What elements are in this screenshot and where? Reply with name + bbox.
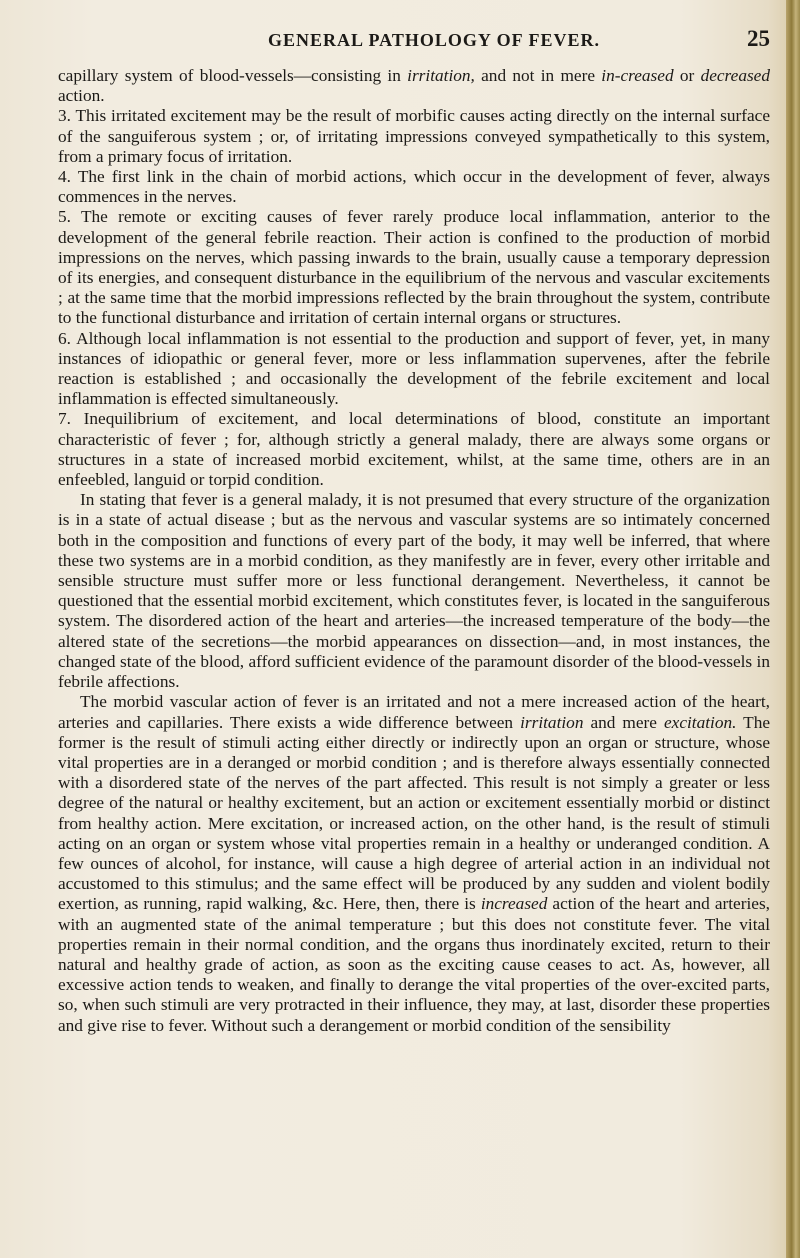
paragraph bbox=[58, 329, 770, 410]
italic-text: in-creased bbox=[601, 66, 674, 85]
running-head: GENERAL PATHOLOGY OF FEVER. bbox=[267, 30, 601, 50]
italic-text: irritation bbox=[520, 712, 584, 732]
paragraph bbox=[58, 167, 770, 207]
italic-text: excitation. bbox=[663, 712, 737, 732]
text-run: action. bbox=[58, 86, 105, 106]
text-run: and not in mere bbox=[474, 66, 602, 85]
text-run: 4. The first link in the chain of morbid actions, which occur in the development of fever, always commences in the nerves. bbox=[58, 167, 770, 207]
text-run: 7. Inequilibrium of excitement, and local determinations of blood, constitute an important characteristic of fever ; for, although strictly a general malady, there are always some organs or structures in a state of increased morbid excitement, whilst, at the same time, others are in an enfeebled, languid or torpid condition. bbox=[58, 409, 770, 490]
text-run: action of the heart and arteries, with an augmented state of the animal temperature ; but this does not constitute fever. The vital properties remain in their normal condition, and the organs thus inordinately excited, return to their natural and healthy grade of action, as soon as the exciting cause ceases to act. As, however, all excessive action tends to weaken, and finally to derange the vital properties of the over-excited parts, so, when such stimuli are very protracted in their influence, they may, at last, disorder these properties and give rise to fever. Without such a derangement or morbid condition of the sensibility bbox=[58, 894, 771, 1035]
page-edge-binding bbox=[786, 0, 800, 1258]
page-number: 25 bbox=[747, 26, 770, 51]
paragraph bbox=[58, 106, 770, 167]
italic-text: irritation, bbox=[407, 66, 475, 85]
paragraph bbox=[58, 490, 770, 692]
italic-text: decreased bbox=[700, 66, 770, 85]
paragraph bbox=[58, 66, 770, 106]
text-run: 3. This irritated excitement may be the result of morbific causes acting directly on the internal surface of the sanguiferous system ; or, of irritating impressions conveyed sympathetically to this system, from a primary focus of irritation. bbox=[58, 106, 770, 166]
paragraph bbox=[58, 692, 770, 1035]
text-run: 5. The remote or exciting causes of fever rarely produce local inflammation, anterior to the development of the general febrile reaction. Their action is confined to the production of morbid impressions on the nerves, which passing inwards to the brain, usually cause a temporary depression of its energies, and consequent disturbance in the equilibrium of the nervous and vascular excitements ; at the same time that the morbid impressions reflected by the brain throughout the system, contribute to the functional disturbance and irritation of certain internal organs or structures. bbox=[58, 207, 770, 328]
text-run: capillary system of blood-vessels—consisting in bbox=[58, 66, 408, 85]
italic-text: increased bbox=[480, 894, 548, 914]
text-run: In stating that fever is a general malady, it is not presumed that every structure of the organization is in a state of actual disease ; but as the nervous and vascular systems are so intimately concerned both in the composition and functions of every part of the body, it may well be inferred, that where these two systems are in a morbid condition, as they manifestly are in fever, every other irritable and sensible structure must suffer more or less functional derangement. Nevertheless, it cannot be questioned that the essential morbid excitement, which constitutes fever, is located in the sanguiferous system. The disordered action of the heart and arteries—the increased temperature of the body—the altered state of the secretions—the morbid appearances on dissection—and, in most instances, the changed state of the blood, afford sufficient evidence of the paramount disorder of the blood-vessels in febrile affections. bbox=[58, 490, 770, 692]
text-run: and mere bbox=[583, 712, 664, 732]
page-header bbox=[58, 26, 770, 58]
paragraph bbox=[58, 207, 770, 328]
text-run: The former is the result of stimuli acting either directly or indirectly upon an organ or structure, whose vital properties are in a deranged or morbid condition ; and is therefore always essentially connected with a disordered state of the nerves of the part affected. This result is not simply a greater or less degree of the natural or healthy excitement, but an action or excitement essentially morbid or distinct from healthy action. Mere excitation, or increased action, on the other hand, is the result of stimuli acting on an organ or system whose vital properties remain in a healthy or underanged condition. A few ounces of alcohol, for instance, will cause a high degree of arterial action in an individual not accustomed to this stimulus; and the same effect will be produced by any sudden and violent bodily exertion, as running, rapid walking, &c. Here, then, there is bbox=[58, 712, 771, 914]
text-run: The morbid vascular action of fever is an irritated and not a mere increased action of the heart, arteries and capillaries. There exists a wide difference between bbox=[58, 692, 770, 732]
text-run: 6. Although local inflammation is not essential to the production and support of fever, yet, in many instances of idiopathic or general fever, more or less inflammation supervenes, after the febrile reaction is established ; and occasionally the development of the febrile excitement and local inflammation is effected simultaneously. bbox=[58, 328, 770, 409]
body-text bbox=[58, 66, 770, 1036]
text-run: or bbox=[673, 66, 701, 85]
paragraph bbox=[58, 409, 770, 490]
